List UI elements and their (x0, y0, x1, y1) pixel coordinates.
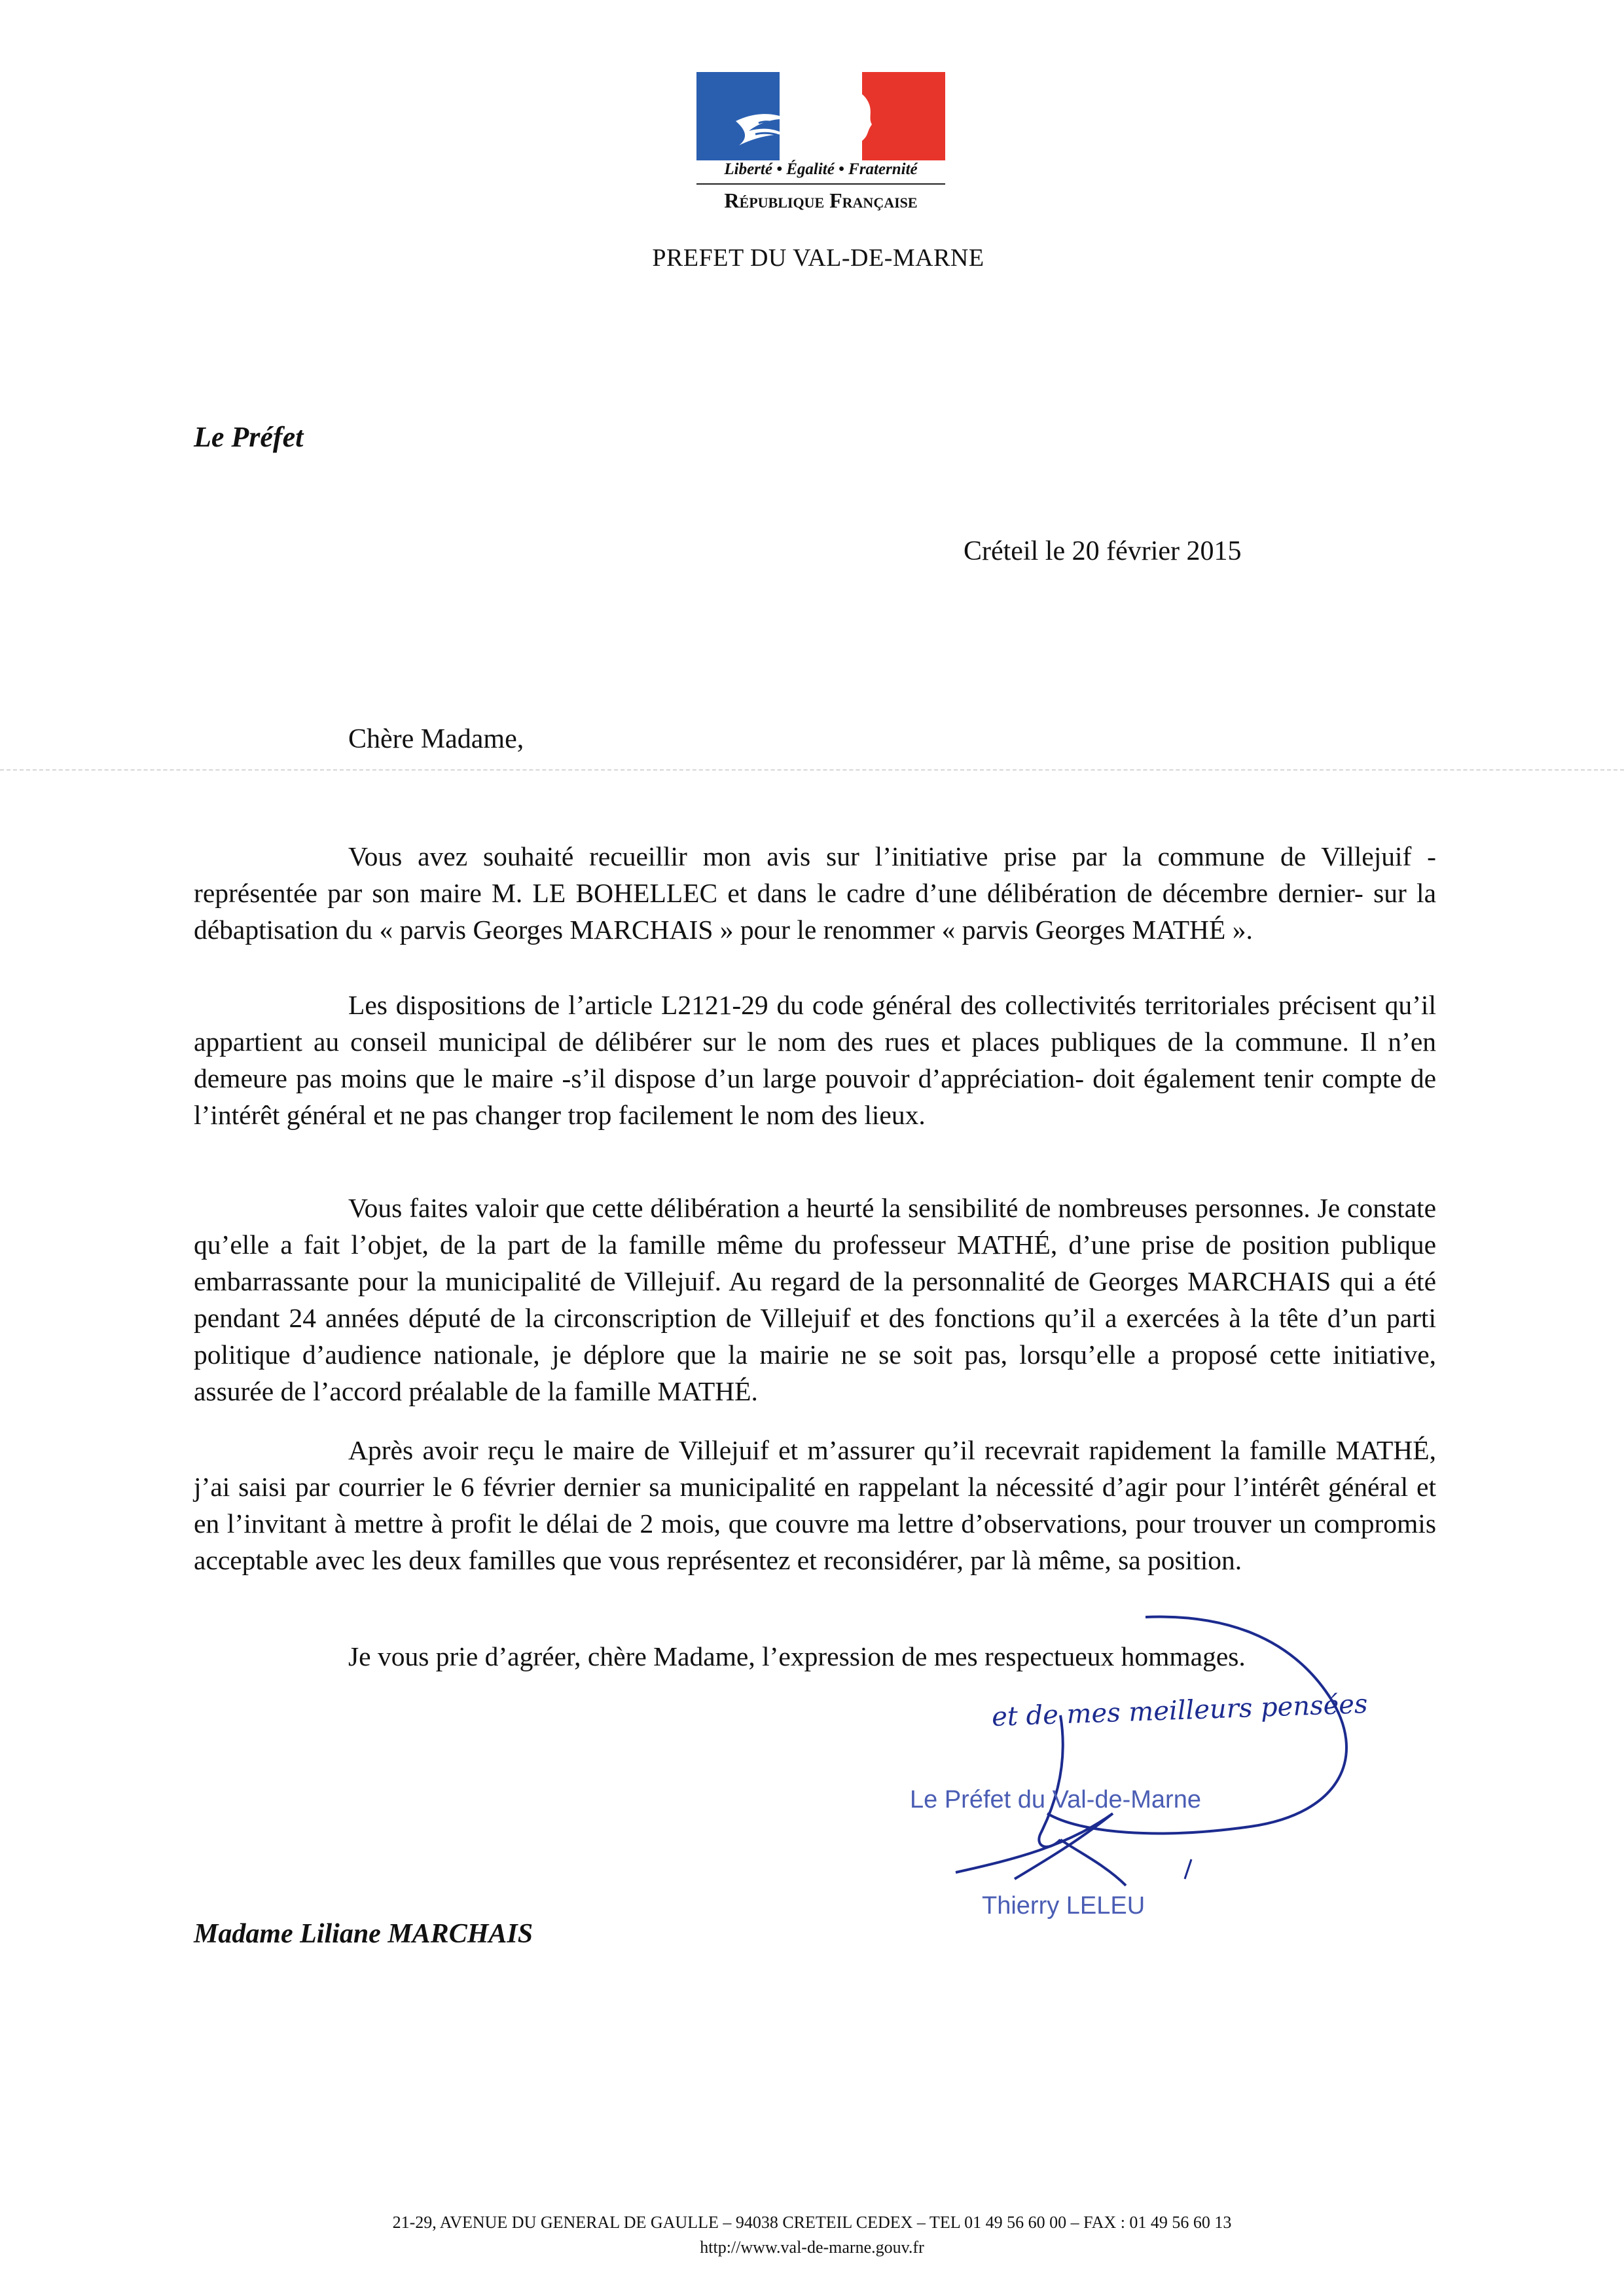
body-paragraph: Les dispositions de l’article L2121-29 du code général des collectivités territoriales précisent qu’il appartient au conseil municipal de délibérer sur le nom des rues et places publiques de la commune. Il n’en demeure pas moins que le maire -s’il dispose d’un large pouvoir d’appréciation- doit également tenir compte de l’intérêt général et ne pas changer trop facilement le nom des lieux. (194, 990, 1436, 1130)
body-paragraph: Vous faites valoir que cette délibération a heurté la sensibilité de nombreuses personnes. Je constate qu’elle a fait l’objet, de la part de la famille même du professeur MATHÉ, d’une prise de position publique embarrassante pour la municipalité de Villejuif. Au regard de la personnalité de Georges MARCHAIS qui a été pendant 24 années député de la circonscription de Villejuif et des fonctions qu’il a exercées à la tête d’un parti politique d’audience nationale, je déplore que la mairie ne se soit pas, lorsqu’elle a proposé cette initiative, assurée de l’accord préalable de la famille MATHÉ. (194, 1193, 1436, 1406)
footer-address: 21-29, AVENUE DU GENERAL DE GAULLE – 94038 CRETEIL CEDEX – TEL 01 49 56 60 00 – FAX : 01 49 56 60 13 (392, 2213, 1232, 2232)
body-paragraph: Après avoir reçu le maire de Villejuif et m’assurer qu’il recevrait rapidement la famille MATHÉ, j’ai saisi par courrier le 6 février dernier sa municipalité en rappelant la nécessité d’agir pour l’intérêt général et en l’invitant à mettre à profit le délai de 2 mois, que couvre ma lettre d’observations, pour trouver un compromis acceptable avec les deux familles que vous représentez et reconsidérer, par là même, sa position. (194, 1435, 1436, 1575)
salutation: Chère Madame, (348, 724, 524, 754)
prefecture-title: PREFET DU VAL-DE-MARNE (652, 244, 984, 272)
motto: Liberté • Égalité • Fraternité (724, 160, 918, 178)
sender: Le Préfet (194, 421, 304, 453)
footer-website: http://www.val-de-marne.gouv.fr (700, 2238, 924, 2257)
fold-line (0, 769, 1624, 771)
body-paragraph: Vous avez souhaité recueillir mon avis sur l’initiative prise par la commune de Villejuif -représentée par son maire M. LE BOHELLEC et dans le cadre d’une délibération de décembre dernier- sur la débaptisation du « parvis Georges MARCHAIS » pour le renommer « parvis Georges MATHÉ ». (194, 841, 1436, 945)
signature-icon (884, 1597, 1407, 1964)
handwritten-note: et de mes meilleurs pensées (991, 1688, 1369, 1733)
stamp-title: Le Préfet du Val-de-Marne (910, 1786, 1201, 1813)
marianne-logo-icon (696, 72, 945, 170)
closing-formula: Je vous prie d’agréer, chère Madame, l’expression de mes respectueux hommages. (348, 1641, 1246, 1671)
stamp-name: Thierry LELEU (982, 1892, 1146, 1920)
republic-title: République Française (724, 189, 918, 212)
recipient: Madame Liliane MARCHAIS (194, 1919, 533, 1949)
motto-divider (696, 183, 945, 185)
letter-date: Créteil le 20 février 2015 (964, 536, 1242, 566)
